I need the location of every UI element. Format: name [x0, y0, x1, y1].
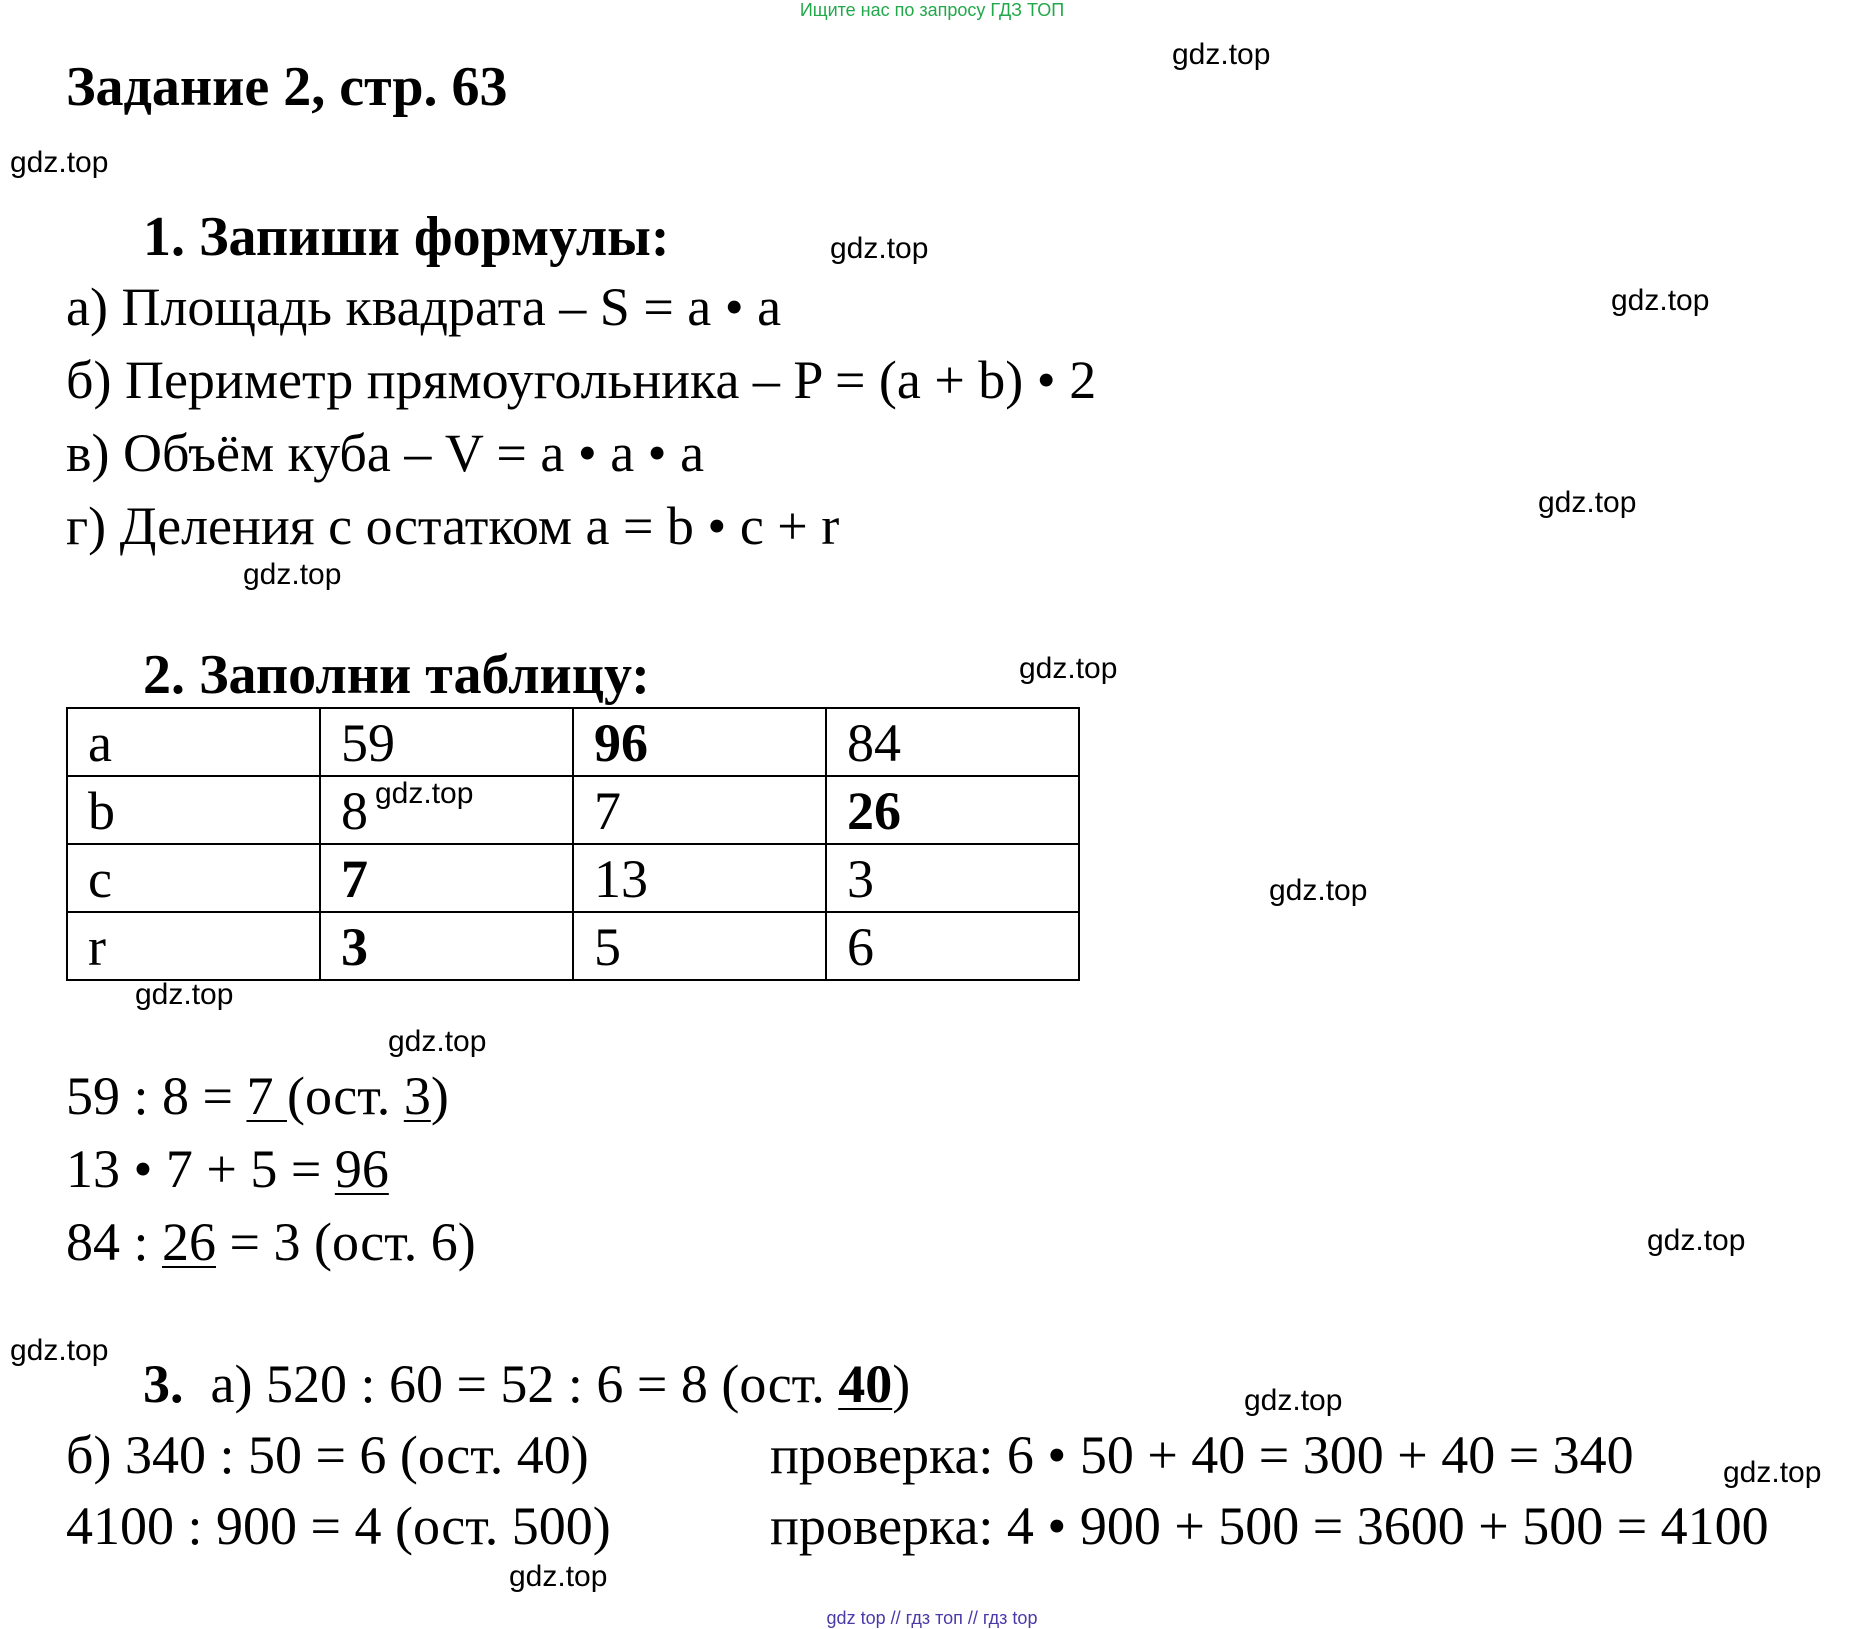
page-title: Задание 2, стр. 63	[66, 56, 508, 118]
calc-line-2	[66, 1138, 389, 1200]
fill-table	[66, 707, 1080, 981]
table-cell: b	[67, 776, 320, 844]
watermark: gdz.top	[388, 1025, 487, 1058]
calc-text: )	[892, 1354, 911, 1414]
formula-line-c: в) Объём куба – V = a • a • a	[66, 423, 705, 483]
table-row	[67, 776, 1079, 844]
calc-answer: 40	[838, 1354, 893, 1414]
section3-line-a	[143, 1353, 910, 1415]
calc-answer: 96	[334, 1139, 389, 1199]
calc-text: а) 520 : 60 = 52 : 6 = 8 (ост.	[210, 1354, 839, 1414]
section3-check-b: проверка: 6 • 50 + 40 = 300 + 40 = 340	[770, 1425, 1634, 1485]
table-cell: 7	[573, 776, 826, 844]
calc-text: (ост.	[286, 1066, 404, 1126]
watermark: gdz.top	[1172, 38, 1271, 71]
table-cell: 7	[320, 844, 573, 912]
table-row	[67, 708, 1079, 776]
watermark: gdz.top	[375, 777, 474, 810]
watermark: gdz.top	[10, 146, 109, 179]
top-banner: Ищите нас по запросу ГДЗ ТОП	[799, 0, 1065, 20]
watermark: gdz.top	[1244, 1384, 1343, 1417]
section3-line-c: 4100 : 900 = 4 (ост. 500)	[66, 1496, 611, 1556]
table-cell: 3	[320, 912, 573, 980]
watermark: gdz.top	[1611, 284, 1710, 317]
watermark: gdz.top	[10, 1334, 109, 1367]
section3-line-b: б) 340 : 50 = 6 (ост. 40)	[66, 1425, 589, 1485]
calc-line-1	[66, 1065, 449, 1127]
calc-text: = 3 (ост. 6)	[216, 1212, 476, 1272]
table-cell: 84	[826, 708, 1079, 776]
watermark: gdz.top	[1538, 486, 1637, 519]
calc-answer: 3	[403, 1066, 431, 1126]
calc-text: 84 :	[66, 1212, 163, 1272]
watermark: gdz.top	[135, 978, 234, 1011]
formula-line-d: г) Деления с остатком a = b • c + r	[66, 496, 840, 556]
watermark: gdz.top	[1269, 874, 1368, 907]
formula-line-a: а) Площадь квадрата – S = a • a	[66, 277, 782, 337]
watermark: gdz.top	[830, 232, 929, 265]
calc-text: 59 : 8 =	[66, 1066, 247, 1126]
watermark: gdz.top	[1723, 1456, 1822, 1489]
table-row	[67, 912, 1079, 980]
formula-line-b: б) Периметр прямоугольника – P = (a + b) • 2	[66, 350, 1097, 410]
calc-text: 13 • 7 + 5 =	[66, 1139, 335, 1199]
section1-heading: 1. Запиши формулы:	[143, 206, 670, 268]
table-cell: 96	[573, 708, 826, 776]
table-cell: 3	[826, 844, 1079, 912]
calc-answer: 7	[246, 1066, 287, 1126]
watermark: gdz.top	[509, 1560, 608, 1593]
section3-number: 3.	[143, 1354, 184, 1414]
footer-links: gdz top // гдз топ // гдз top	[826, 1608, 1038, 1628]
calc-text: )	[430, 1066, 449, 1126]
calc-line-3	[66, 1211, 476, 1273]
section2-heading: 2. Заполни таблицу:	[143, 644, 650, 706]
watermark: gdz.top	[243, 558, 342, 591]
section3-check-c: проверка: 4 • 900 + 500 = 3600 + 500 = 4100	[770, 1496, 1769, 1556]
watermark: gdz.top	[1019, 652, 1118, 685]
table-row	[67, 844, 1079, 912]
calc-answer: 26	[162, 1212, 217, 1272]
table-cell: 5	[573, 912, 826, 980]
table-cell: a	[67, 708, 320, 776]
table-cell: r	[67, 912, 320, 980]
table-cell: 6	[826, 912, 1079, 980]
table-cell: 59	[320, 708, 573, 776]
table-cell: 26	[826, 776, 1079, 844]
table-cell: 13	[573, 844, 826, 912]
table-cell: 8	[320, 776, 573, 844]
table-cell: c	[67, 844, 320, 912]
watermark: gdz.top	[1647, 1224, 1746, 1257]
